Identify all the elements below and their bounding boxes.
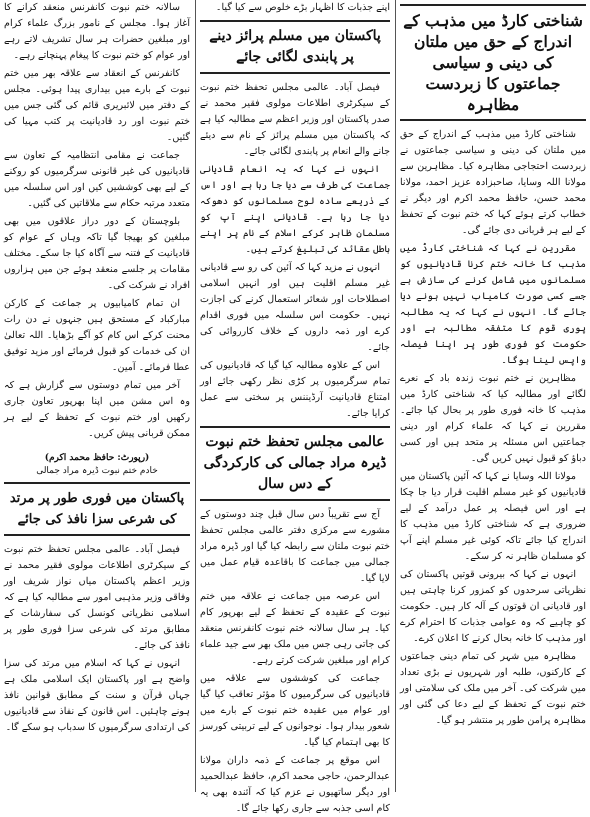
- article-right-paragraph: مولانا اللہ وسایا نے کہا کہ آئین پاکستان میں قادیانیوں کو غیر مسلم اقلیت قرار دیا جا چکا ہے اور اس فیصلہ پر عمل درآمد کے لیے ضروری ہے کہ شناختی کارڈ میں مذہب کا اندراج کیا جائے تاکہ کوئی غیر مسلم اپنے آپ کو مسلمان ظاہر نہ کر سکے۔: [400, 471, 586, 562]
- article-left-paragraph: آخر میں تمام دوستوں سے گزارش ہے کہ وہ اس مشن میں اپنا بھرپور تعاون جاری رکھیں اور ختم نبوت کے تحفظ کے لیے ہر ممکن قربانی پیش کریں۔: [4, 380, 190, 439]
- article-right-paragraph: شناختی کارڈ میں مذہب کے اندراج کے حق میں ملتان کی دینی و سیاسی جماعتوں نے زبردست احتجاجی مظاہرہ کیا۔ مظاہرین سے مولانا اللہ وسایا، صاحبزادہ عزیز احمد، مولانا محمد حسن، حافظ محمد اکرم اور دیگر نے خطاب کرتے ہوئے کہا کہ ختم نبوت کے تحفظ کے لیے ہر قربانی دی جائے گی۔: [400, 129, 586, 236]
- article-center-column: [200, 0, 390, 814]
- article-right-column: [400, 0, 586, 792]
- byline-name: (رپورٹ: حافظ محمد اکرم): [44, 453, 150, 463]
- article-center-bottom-headline: عالمی مجلس تحفظ ختم نبوت ڈیرہ مراد جمالی کی کارکردگی کے دس سال: [200, 426, 390, 501]
- article-left-bottom-headline: پاکستان میں فوری طور پر مرتد کی شرعی سزا نافذ کی جائے: [4, 482, 190, 536]
- article-center-top-paragraph: فیصل آباد۔ عالمی مجلس تحفظ ختم نبوت کے سیکرٹری اطلاعات مولوی فقیر محمد نے صدر پاکستان اور وزیر اعظم سے مطالبہ کیا ہے کہ پاکستان میں مسلم پرائز کے نام سے دیئے جانے والے انعام پر پابندی لگائی جائے۔: [200, 82, 390, 157]
- report-byline: [8, 452, 186, 478]
- article-left-bottom-paragraph: فیصل آباد۔ عالمی مجلس تحفظ ختم نبوت کے سیکرٹری اطلاعات مولوی فقیر محمد نے وزیر اعظم پاکستان میاں نواز شریف اور وفاقی وزیر مذہبی امور سے مطالبہ کیا ہے کہ اسلامی نظریاتی کونسل کی سفارشات کے مطابق مرتد کی شرعی سزا فوری طور پر نافذ کی جائے۔: [4, 544, 190, 651]
- article-left-paragraph: بلوچستان کے دور دراز علاقوں میں بھی مبلغین کو بھیجا گیا تاکہ وہاں کے عوام کو قادیانیت کے فتنہ سے آگاہ کیا جا سکے۔ مختلف مقامات پر جلسے منعقد ہوئے جن میں ہزاروں افراد نے شرکت کی۔: [4, 216, 190, 291]
- article-left-paragraph: ان تمام کامیابیوں پر جماعت کے کارکن مبارکباد کے مستحق ہیں جنہوں نے دن رات محنت کرکے اس کام کو آگے بڑھایا۔ اللہ تعالیٰ ان کی خدمات کو قبول فرمائے اور مزید توفیق عطا فرمائے۔ آمین۔: [4, 298, 190, 373]
- article-center-bottom-paragraph: جماعت کی کوششوں سے علاقہ میں قادیانیوں کی سرگرمیوں کا مؤثر تعاقب کیا گیا اور عوام میں عقیدہ ختم نبوت کے بارے میں شعور بیدار ہوا۔ نوجوانوں کے لیے تربیتی کورسز کا بھی اہتمام کیا گیا۔: [200, 673, 390, 748]
- article-center-bottom-paragraph: اس موقع پر جماعت کے ذمہ داران مولانا عبدالرحمن، حاجی محمد اکرم، حافظ عبدالحمید اور دیگر ساتھیوں نے عزم کیا کہ آئندہ بھی یہ کام اسی جذبہ سے جاری رکھا جائے گا۔: [200, 755, 390, 814]
- article-right-paragraph: انہوں نے کہا کہ بیرونی قوتیں پاکستان کی نظریاتی سرحدوں کو کمزور کرنا چاہتی ہیں اور قادیانی ان قوتوں کے آلہ کار ہیں۔ حکومت کو چاہیے کہ وہ عوامی جذبات کا احترام کرے اور مذہب کا خانہ بحال کرنے کا اعلان کرے۔: [400, 569, 586, 644]
- column-divider: [195, 0, 196, 792]
- byline-role: خادم ختم نبوت ڈیرہ مراد جمالی: [36, 466, 158, 476]
- article-right-paragraph: مظاہرین نے ختم نبوت زندہ باد کے نعرے لگائے اور مطالبہ کیا کہ شناختی کارڈ میں مذہب کا خانہ فوری طور پر بحال کیا جائے۔ مقررین نے کہا کہ علماء کرام اور دینی جماعتیں اس مسئلہ پر متحد ہیں اور کسی دباؤ کو قبول نہیں کریں گی۔: [400, 373, 586, 464]
- article-center-top-paragraph: اس کے علاوہ مطالبہ کیا گیا کہ قادیانیوں کی تمام سرگرمیوں پر کڑی نظر رکھی جائے اور امتناع قادیانیت آرڈیننس پر سختی سے عمل کرایا جائے۔: [200, 360, 390, 419]
- article-left-paragraph: سالانہ ختم نبوت کانفرنس منعقد کرانے کا آغاز ہوا۔ مجلس کے نامور بزرگ علماء کرام اور مبلغین حضرات ہر سال تشریف لاتے رہے اور عوام کو ختم نبوت کا پیغام پہنچاتے رہے۔: [4, 2, 190, 61]
- article-right-paragraph: مظاہرہ میں شہر کی تمام دینی جماعتوں کے کارکنوں، طلبہ اور شہریوں نے بڑی تعداد میں شرکت کی۔ آخر میں ملک کی سلامتی اور ختم نبوت کے تحفظ کے لیے دعا کی گئی اور مظاہرہ پرامن طور پر منتشر ہو گیا۔: [400, 651, 586, 726]
- article-left-paragraph: کانفرنس کے انعقاد سے علاقہ بھر میں ختم نبوت کے بارے میں بیداری پیدا ہوئی۔ مجلس کے دفتر میں لائبریری قائم کی گئی جس میں ختم نبوت اور رد قادیانیت پر کتب مہیا کی گئیں۔: [4, 68, 190, 143]
- article-center-top-paragraph: انہوں نے مزید کہا کہ آئین کی رو سے قادیانی غیر مسلم اقلیت ہیں اور انہیں اسلامی اصطلاحات اور شعائر استعمال کرنے کی اجازت نہیں۔ حکومت اس سلسلہ میں فوری اقدام کرے اور ذمہ داروں کے خلاف کارروائی کی جائے۔: [200, 262, 390, 353]
- article-center-bottom-paragraph: آج سے تقریباً دس سال قبل چند دوستوں کے مشورے سے مرکزی دفتر عالمی مجلس تحفظ ختم نبوت ملتان سے رابطہ کیا گیا اور ڈیرہ مراد جمالی میں جماعت کا باقاعدہ قیام عمل میں لایا گیا۔: [200, 509, 390, 584]
- article-right-paragraph: مقررین نے کہا کہ شناختی کارڈ میں مذہب کا خانہ ختم کرنا قادیانیوں کو مسلمانوں میں شامل کرنے کی سازش ہے جسے کسی صورت کامیاب نہیں ہونے دیا جائے گا۔ انہوں نے کہا کہ یہ مطالبہ پوری قوم کا متفقہ مطالبہ ہے اور حکومت کو فوری طور پر اپنا فیصلہ واپس لینا ہوگا۔: [400, 243, 586, 366]
- article-center-top-paragraph: انہوں نے کہا کہ یہ انعام قادیانی جماعت کی طرف سے دیا جا رہا ہے اور اس کے ذریعے سادہ لوح مسلمانوں کو دھوکہ دیا جا رہا ہے۔ قادیانی اپنے آپ کو مسلمان ظاہر کرکے اسلام کے نام پر اپنے باطل عقائد کی تبلیغ کرتے ہیں۔: [200, 164, 390, 255]
- article-center-lead-in: اپنے جذبات کا اظہار بڑے خلوص سے کیا گیا۔: [215, 2, 390, 13]
- article-left-paragraph: جماعت نے مقامی انتظامیہ کے تعاون سے قادیانیوں کی غیر قانونی سرگرمیوں کو روکنے کے لیے بھی کوششیں کیں اور اس سلسلہ میں متعدد مرتبہ حکام سے ملاقاتیں کی گئیں۔: [4, 150, 190, 209]
- article-right-headline: شناختی کارڈ میں مذہب کے اندراج کے حق میں ملتان کی دینی و سیاسی جماعتوں کا زبردست مظاہرہ: [400, 4, 586, 121]
- article-center-bottom-paragraph: اس عرصہ میں جماعت نے علاقہ میں ختم نبوت کے عقیدہ کے تحفظ کے لیے بھرپور کام کیا۔ ہر سال سالانہ ختم نبوت کانفرنس منعقد کی جاتی رہی جس میں ملک بھر سے جید علماء کرام اور مبلغین شرکت کرتے رہے۔: [200, 591, 390, 666]
- article-left-column: [4, 0, 190, 792]
- article-center-top-headline: پاکستان میں مسلم پرائز دینے پر پابندی لگائی جائے: [200, 20, 390, 74]
- article-left-bottom-paragraph: انہوں نے کہا کہ اسلام میں مرتد کی سزا واضح ہے اور پاکستان ایک اسلامی ملک ہے جہاں قرآن و سنت کے مطابق قوانین نافذ ہونے چاہئیں۔ اس قانون کے نفاذ سے قادیانیوں کی ارتدادی سرگرمیوں کا سدباب ہو سکے گا۔: [4, 658, 190, 733]
- column-divider: [395, 0, 396, 792]
